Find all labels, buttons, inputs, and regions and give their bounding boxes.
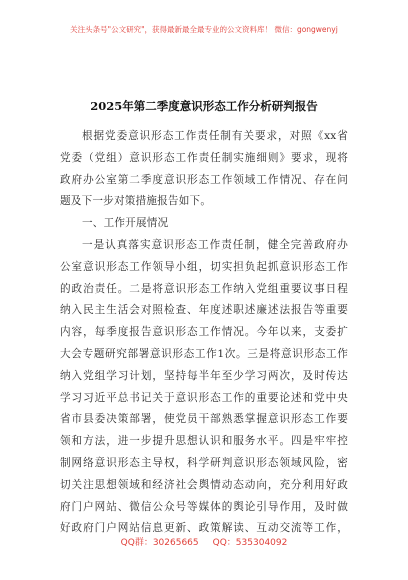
paragraph-line: 政府办公室第二季度意识形态工作领域工作情况、存在问 — [60, 173, 348, 186]
paragraph-line: 纳入民主生活会对照检查、年度述职述廉述法报告等重要 — [60, 304, 348, 317]
document-body — [60, 126, 348, 540]
paragraph-line: 学习习近平总书记关于意识形态工作的重要论述和党中央 — [60, 391, 348, 404]
paragraph-line: 好政府门户网站信息更新、政策解读、互动交流等工作， — [60, 522, 348, 535]
paragraph-line: 题及下一步对策措施报告如下。 — [60, 195, 212, 208]
qq-group-number: QQ群：30265665 — [120, 538, 199, 548]
document-title: 2025年第二季度意识形态工作分析研判报告 — [90, 99, 318, 113]
paragraph-line: 内容，每季度报告意识形态工作情况。今年以来，支委扩 — [60, 326, 348, 339]
paragraph-line: 的政治责任。二是将意识形态工作纳入党组重要议事日程 — [60, 282, 348, 295]
paragraph-line: 制网络意识形态主导权，科学研判意识形态领域风险，密 — [60, 456, 348, 469]
paragraph-line: 纳入党组学习计划，坚持每半年至少学习两次，及时传达 — [60, 369, 348, 382]
paragraph-line: 党委（党组）意识形态工作责任制实施细则》要求，现将 — [60, 151, 348, 164]
paragraph-line: 领和方法，进一步提升思想认识和服务水平。四是牢牢控 — [60, 435, 348, 448]
paragraph-line: 大会专题研究部署意识形态工作1次。三是将意识形态工作 — [60, 347, 348, 360]
paragraph-line: 根据党委意识形态工作责任制有关要求，对照《xx省 — [82, 130, 348, 142]
header-banner: 关注头条号"公文研究"，获得最新最全最专业的公文资料库！ 微信：gongwenyj — [70, 25, 338, 34]
paragraph-line: 一是认真落实意识形态工作责任制，健全完善政府办 — [82, 238, 348, 251]
footer-contact — [0, 535, 408, 548]
qq-number: QQ：535304092 — [212, 538, 288, 548]
paragraph-line: 公室意识形态工作领导小组，切实担负起抓意识形态工作 — [60, 260, 348, 273]
paragraph-line: 省市县委决策部署，使党员干部熟悉掌握意识形态工作要 — [60, 413, 348, 426]
section-heading: 一、工作开展情况 — [82, 217, 169, 230]
paragraph-line: 切关注思想领域和经济社会舆情动态动向，充分利用好政 — [60, 478, 348, 491]
paragraph-line: 府门户网站、微信公众号等媒体的舆论引导作用，及时做 — [60, 500, 348, 513]
